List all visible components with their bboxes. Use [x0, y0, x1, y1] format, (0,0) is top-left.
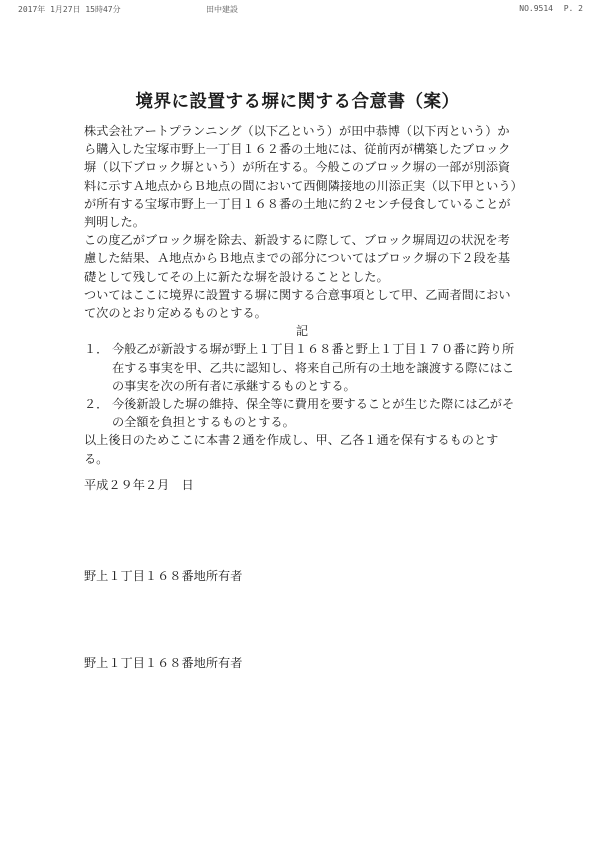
list-item: [84, 340, 520, 395]
document-body: [84, 122, 520, 468]
fax-header: [18, 4, 583, 18]
fax-timestamp: 2017年 1月27日 15時47分: [18, 5, 121, 14]
owner-line-1: 野上１丁目１６８番地所有者: [84, 569, 243, 583]
list-item: [84, 395, 520, 431]
paragraph-intro: 株式会社アートプランニング（以下乙という）が田中恭博（以下丙という）から購入した宝塚市野上一丁目１６２番の土地には、従前丙が構築したブロック塀（以下ブロック塀という）が所在する。今般このブロック塀の一部が別添資料に示すＡ地点からＢ地点の間において西側隣接地の川添正実（以下甲という）が所有する宝塚市野上一丁目１６８番の土地に約２センチ侵食していることが判明した。: [84, 124, 517, 230]
closing-paragraph: 以上後日のためここに本書２通を作成し、甲、乙各１通を保有するものとする。: [84, 433, 499, 466]
item-number: １．: [84, 342, 109, 357]
fax-number: NO.9514: [519, 4, 553, 13]
fax-sender: 田中建設: [206, 5, 238, 14]
fax-page: P. 2: [563, 4, 583, 13]
paragraph-agreement: ついてはここに境界に設置する塀に関する合意事項として甲、乙両者間において次のとおり定めるものとする。: [84, 287, 511, 321]
owner-line-2: 野上１丁目１６８番地所有者: [84, 656, 243, 670]
ki-heading: 記: [295, 324, 309, 339]
item-text: 今般乙が新設する塀が野上１丁目１６８番と野上１丁目１７０番に跨り所在する事実を甲、乙共に認知し、将来自己所有の土地を譲渡する際にはこの事実を次の所有者に承継するものとする。: [112, 342, 515, 393]
item-text: 今後新設した塀の維持、保全等に費用を要することが生じた際には乙がその全額を負担とするものとする。: [112, 397, 515, 430]
item-number: ２．: [84, 397, 109, 412]
document-title: 境界に設置する塀に関する合意書（案）: [135, 92, 460, 112]
paragraph-decision: この度乙がブロック塀を除去、新設するに際して、ブロック塀周辺の状況を考慮した結果、Ａ地点からＢ地点までの部分についてはブロック塀の下２段を基礎として残してその上に新たな塀を設けることとした。: [84, 233, 511, 284]
document-date: 平成２９年２月 日: [84, 478, 194, 492]
